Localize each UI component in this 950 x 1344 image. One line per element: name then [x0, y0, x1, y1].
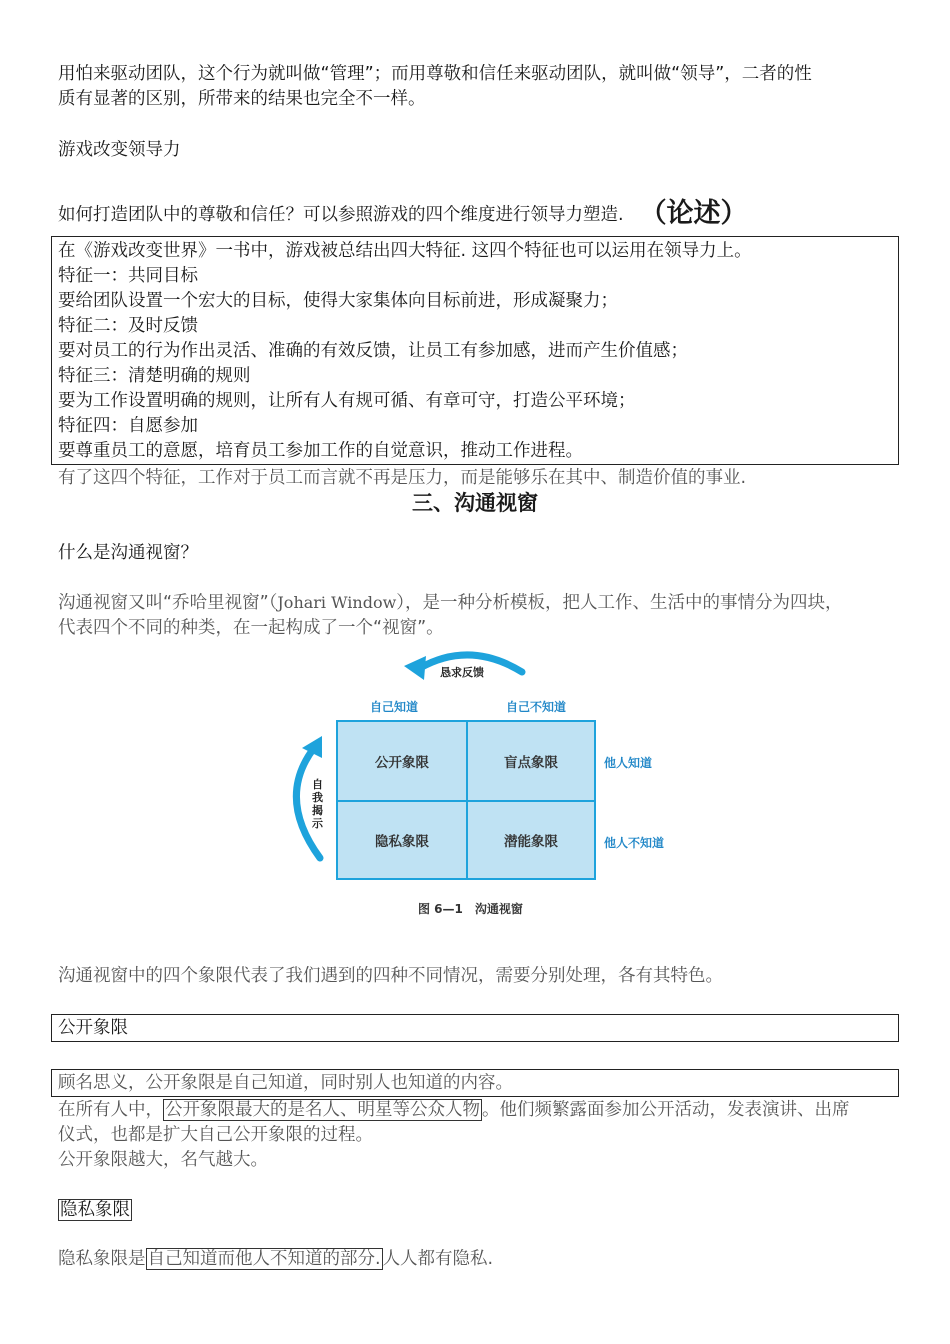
diagram-caption: 图 6—1 沟通视窗	[418, 902, 523, 916]
feedback-arrowhead-icon	[404, 656, 426, 680]
feature-2-title: 特征二：及时反馈	[58, 316, 198, 336]
definition-english: Johari Window	[277, 593, 397, 612]
hidden-quadrant-title: 隐私象限	[60, 1200, 130, 1220]
hidden-post: 人人都有隐私.	[382, 1249, 494, 1269]
features-line: 在《游戏改变世界》一书中，游戏被总结出四大特征. 这四个特征也可以运用在领导力上。	[58, 241, 752, 261]
essay-tag: （论述）	[639, 198, 748, 229]
self-disclosure-label: 自我揭示	[312, 778, 323, 830]
game-heading: 游戏改变领导力	[58, 140, 181, 160]
row-known-others: 他人知道	[604, 756, 653, 770]
feature-1-title: 特征一：共同目标	[58, 266, 198, 286]
open-quadrant-def-box	[51, 1069, 899, 1097]
feedback-label: 恳求反馈	[440, 666, 484, 679]
open-line-1-pre: 在所有人中，	[58, 1100, 163, 1120]
hidden-pre: 隐私象限是	[58, 1249, 146, 1269]
definition-part-2: ），是一种分析模板，把人工作、生活中的事情分为四块，	[396, 593, 843, 613]
question-line	[58, 200, 898, 229]
johari-grid	[336, 720, 596, 880]
col-known-self: 自己知道	[370, 700, 419, 714]
hidden-quadrant-title-line	[58, 1198, 898, 1223]
open-quadrant-paragraph	[58, 1098, 898, 1173]
open-quadrant-title: 公开象限	[58, 1018, 128, 1038]
feature-4-title: 特征四：自愿参加	[58, 416, 198, 436]
intro-line-1: 用怕来驱动团队，这个行为就叫做“管理”；而用尊敬和信任来驱动团队，就叫做“领导”，二者的性	[58, 64, 812, 84]
feature-3-desc: 要为工作设置明确的规则，让所有人有规可循、有章可守，打造公平环境；	[58, 391, 636, 411]
features-box	[51, 236, 899, 465]
question-text: 如何打造团队中的尊敬和信任？可以参照游戏的四个维度进行领导力塑造.	[58, 205, 624, 225]
feature-4-desc: 要尊重员工的意愿，培育员工参加工作的自觉意识，推动工作进程。	[58, 441, 583, 461]
definition-paragraph	[58, 590, 898, 641]
what-is-heading: 什么是沟通视窗？	[58, 543, 198, 563]
definition-part-1: 沟通视窗又叫“乔哈里视窗”（	[58, 593, 278, 613]
open-quadrant-cell: 公开象限	[338, 722, 468, 802]
section-title: 三、沟通视窗	[412, 491, 538, 515]
unknown-quadrant-cell: 潜能象限	[468, 802, 594, 878]
hidden-quadrant-cell: 隐私象限	[338, 802, 468, 878]
open-line-1-post: 。他们频繁露面参加公开活动，发表演讲、出席	[482, 1100, 850, 1120]
col-unknown-self: 自己不知道	[506, 700, 567, 714]
row-unknown-others: 他人不知道	[604, 836, 665, 850]
definition-line-2: 代表四个不同的种类，在一起构成了一个“视窗”。	[58, 618, 444, 638]
hidden-highlight: 自己知道而他人不知道的部分.	[147, 1249, 381, 1269]
open-line-1-highlight: 公开象限最大的是名人、明星等公众人物	[165, 1100, 480, 1120]
blind-quadrant-cell: 盲点象限	[468, 722, 594, 802]
hidden-quadrant-paragraph	[58, 1247, 898, 1272]
quadrant-intro: 沟通视窗中的四个象限代表了我们遇到的四种不同情况，需要分别处理，各有其特色。	[58, 966, 723, 986]
intro-paragraph	[58, 62, 898, 112]
feature-2-desc: 要对员工的行为作出灵活、准确的有效反馈，让员工有参加感，进而产生价值感；	[58, 341, 688, 361]
intro-line-2: 质有显著的区别，所带来的结果也完全不一样。	[58, 89, 426, 109]
open-line-2: 仪式，也都是扩大自己公开象限的过程。	[58, 1125, 373, 1145]
feature-1-desc: 要给团队设置一个宏大的目标，使得大家集体向目标前进，形成凝聚力；	[58, 291, 618, 311]
open-quadrant-def: 顾名思义，公开象限是自己知道，同时别人也知道的内容。	[58, 1073, 513, 1093]
johari-diagram	[270, 640, 690, 930]
open-line-3: 公开象限越大，名气越大。	[58, 1150, 268, 1170]
features-conclusion: 有了这四个特征，工作对于员工而言就不再是压力，而是能够乐在其中、制造价值的事业.	[58, 468, 747, 488]
open-quadrant-title-box	[51, 1014, 899, 1042]
feature-3-title: 特征三：清楚明确的规则	[58, 366, 251, 386]
